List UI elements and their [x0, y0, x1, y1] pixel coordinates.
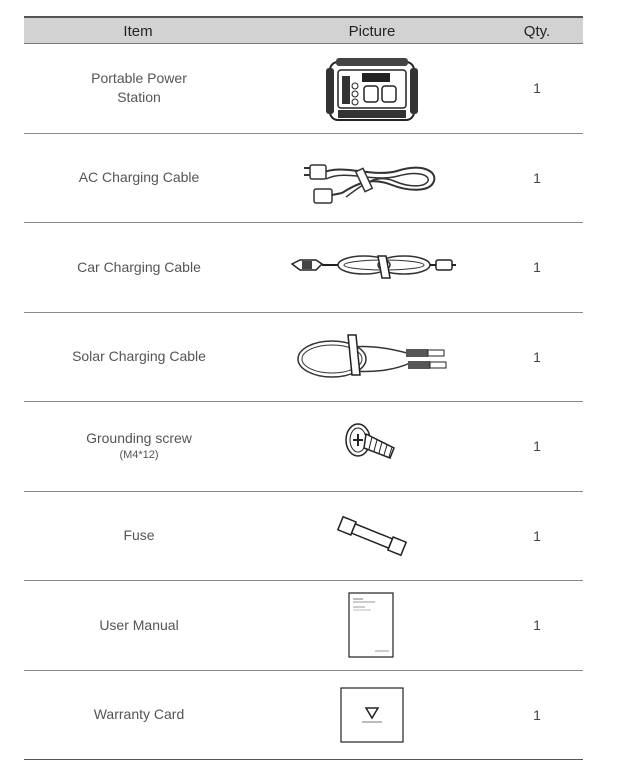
item-picture — [282, 313, 462, 402]
item-label: Grounding screw — [86, 430, 192, 447]
table-row — [24, 134, 583, 224]
manual-icon — [347, 591, 397, 659]
item-name — [44, 671, 234, 760]
item-label: Portable Power Station — [91, 70, 187, 106]
item-label: Car Charging Cable — [77, 258, 201, 275]
screw-icon — [342, 418, 402, 474]
table-row — [24, 223, 583, 313]
item-label: Solar Charging Cable — [72, 348, 206, 365]
table-row — [24, 402, 583, 492]
item-qty: 1 — [533, 169, 541, 186]
item-label: AC Charging Cable — [78, 169, 200, 186]
power-station-icon — [324, 52, 420, 124]
package-contents-table — [24, 16, 583, 760]
item-label: Fuse — [123, 527, 155, 544]
item-name — [44, 223, 234, 312]
item-picture — [282, 581, 462, 670]
item-name — [44, 134, 234, 223]
car-cable-icon — [286, 242, 458, 292]
item-picture — [282, 671, 462, 760]
fuse-icon — [332, 514, 412, 558]
header-qty: Qty. — [523, 23, 551, 40]
item-name — [44, 492, 234, 581]
item-qty: 1 — [533, 348, 541, 365]
item-picture — [282, 492, 462, 581]
table-row — [24, 492, 583, 582]
item-name — [44, 44, 234, 133]
header-picture: Picture — [348, 23, 396, 40]
item-picture — [282, 402, 462, 491]
item-sublabel: (M4*12) — [119, 449, 159, 462]
table-row — [24, 44, 583, 134]
ac-cable-icon — [302, 143, 442, 213]
item-picture — [282, 44, 462, 133]
item-name — [44, 402, 234, 491]
solar-cable-icon — [292, 327, 452, 387]
item-qty: 1 — [533, 438, 541, 455]
header-item: Item — [123, 23, 153, 40]
item-label: Warranty Card — [93, 706, 185, 723]
table-row — [24, 671, 583, 761]
item-qty: 1 — [533, 706, 541, 723]
item-qty: 1 — [533, 80, 541, 97]
item-qty: 1 — [533, 259, 541, 276]
item-name — [44, 313, 234, 402]
item-name — [44, 581, 234, 670]
item-picture — [282, 223, 462, 312]
item-picture — [282, 134, 462, 223]
item-qty: 1 — [533, 617, 541, 634]
warranty-card-icon — [339, 686, 405, 744]
table-header — [24, 16, 583, 44]
table-row — [24, 313, 583, 403]
item-qty: 1 — [533, 527, 541, 544]
item-label: User Manual — [99, 616, 179, 633]
table-row — [24, 581, 583, 671]
